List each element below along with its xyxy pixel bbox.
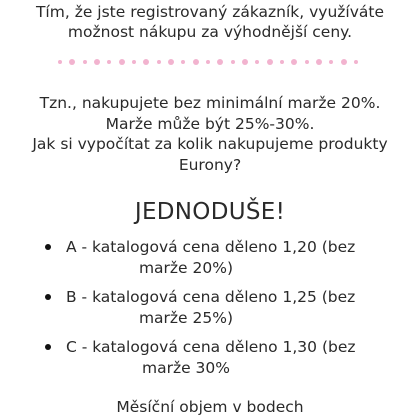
bullet-icon (45, 294, 51, 300)
list-item-line-1: A - katalogová cena děleno 1,20 (bez (66, 238, 356, 256)
divider-dot (280, 60, 284, 64)
divider-dot (132, 60, 136, 64)
divider-dot (168, 59, 174, 65)
list-item (0, 237, 420, 287)
divider-dot (83, 60, 87, 64)
explanation-line-1: Tzn., nakupujete bez minimální marže 20%. (39, 94, 381, 112)
list-item-line-2: marže 20%) (138, 259, 234, 277)
list-item-line-1: C - katalogová cena děleno 1,30 (bez (66, 338, 356, 356)
divider-dot (316, 59, 322, 65)
divider-dot (119, 59, 125, 65)
list-item-line-2: marže 30% (141, 359, 231, 377)
divider-dot (94, 59, 100, 65)
list-item (0, 337, 420, 387)
explanation-line-3: Jak si vypočítat za kolik nakupujeme produkty (32, 135, 388, 153)
intro-line-2: možnost nákupu za výhodnější ceny. (67, 23, 353, 41)
bullet-icon (45, 244, 51, 250)
divider-dot (255, 60, 259, 64)
divider-dot (242, 59, 248, 65)
divider-dot (267, 59, 273, 65)
footer-text: Měsíční objem v bodech (116, 398, 304, 416)
divider-dot (181, 60, 185, 64)
list-item (0, 287, 420, 337)
divider-dot (291, 59, 297, 65)
divider-dot (305, 60, 309, 64)
bullet-icon (45, 344, 51, 350)
divider-dot (341, 59, 347, 65)
intro-line-1: Tím, že jste registrovaný zákazník, využíváte (35, 3, 385, 21)
divider-dot (69, 59, 75, 65)
divider-dot (58, 60, 62, 64)
dotted-divider (58, 58, 358, 66)
divider-dot (329, 60, 333, 64)
headline: JEDNODUŠE! (134, 199, 286, 225)
explanation-line-2: Marže může být 25%-30%. (105, 114, 315, 133)
divider-dot (206, 60, 210, 64)
divider-dot (231, 60, 235, 64)
intro-text (0, 2, 420, 42)
price-rules-list (0, 237, 420, 387)
explanation-text (0, 93, 420, 175)
divider-dot (193, 59, 199, 65)
list-item-line-1: B - katalogová cena děleno 1,25 (bez (66, 288, 356, 306)
explanation-line-4: Eurony? (178, 155, 242, 174)
divider-dot (217, 59, 223, 65)
list-item-line-2: marže 25%) (138, 309, 234, 327)
divider-dot (354, 60, 358, 64)
divider-dot (143, 59, 149, 65)
divider-dot (157, 60, 161, 64)
divider-dot (107, 60, 111, 64)
